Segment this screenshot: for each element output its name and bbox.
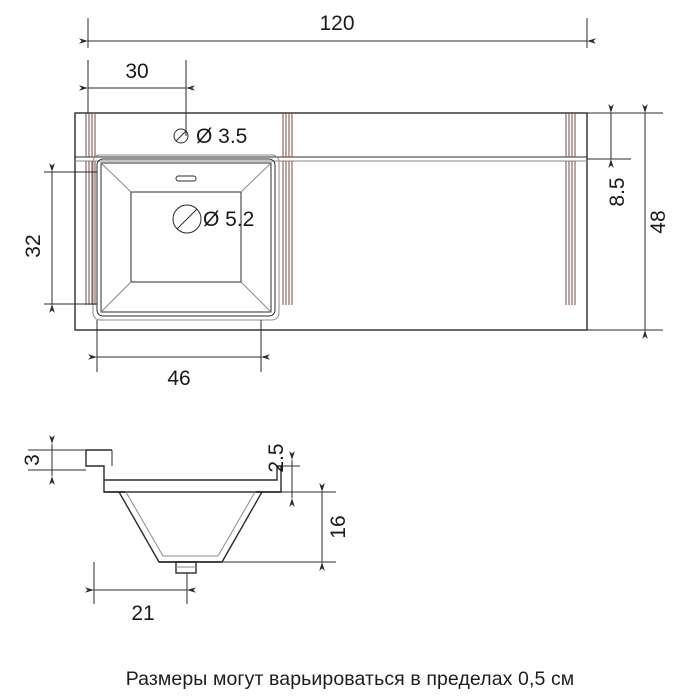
tap-hole-label: Ø 3.5	[196, 125, 248, 148]
top-view-group	[22, 12, 670, 390]
basin-rim	[97, 159, 275, 316]
mid-edge-hatch	[283, 113, 292, 305]
bowl-section-outline	[119, 492, 262, 562]
dim-32-label: 32	[22, 234, 45, 258]
bowl-section-inner	[126, 492, 255, 556]
dim-120-label: 120	[319, 12, 355, 35]
dim-21-label: 21	[131, 602, 155, 625]
dim-3-label: 3	[21, 454, 44, 466]
left-edge-hatch	[86, 113, 95, 305]
basin-corner-tr	[241, 163, 271, 192]
tap-hole-slash	[176, 131, 186, 141]
basin-corner-bl	[101, 282, 131, 312]
tolerance-note: Размеры могут варьироваться в пределах 0,5 см	[125, 668, 575, 690]
drain-hole-slash	[177, 209, 197, 229]
dim-85-label: 8.5	[606, 177, 629, 207]
dim-46-label: 46	[167, 367, 191, 390]
basin-outer-rim	[93, 155, 279, 320]
dim-25-label: 2.5	[265, 443, 288, 473]
basin-corner-br	[241, 282, 271, 312]
dim-48-label: 48	[647, 210, 670, 234]
overflow-slot	[176, 176, 196, 181]
basin-inner-edge	[101, 163, 271, 312]
sink-outer-outline	[75, 113, 587, 330]
rim-profile	[86, 450, 281, 492]
section-view-group	[21, 443, 350, 625]
right-edge-hatch	[566, 113, 575, 305]
drain-hole-label: Ø 5.2	[203, 208, 255, 231]
dim-30-label: 30	[125, 60, 149, 83]
basin-corner-tl	[101, 163, 131, 192]
dim-16-label: 16	[327, 515, 350, 539]
